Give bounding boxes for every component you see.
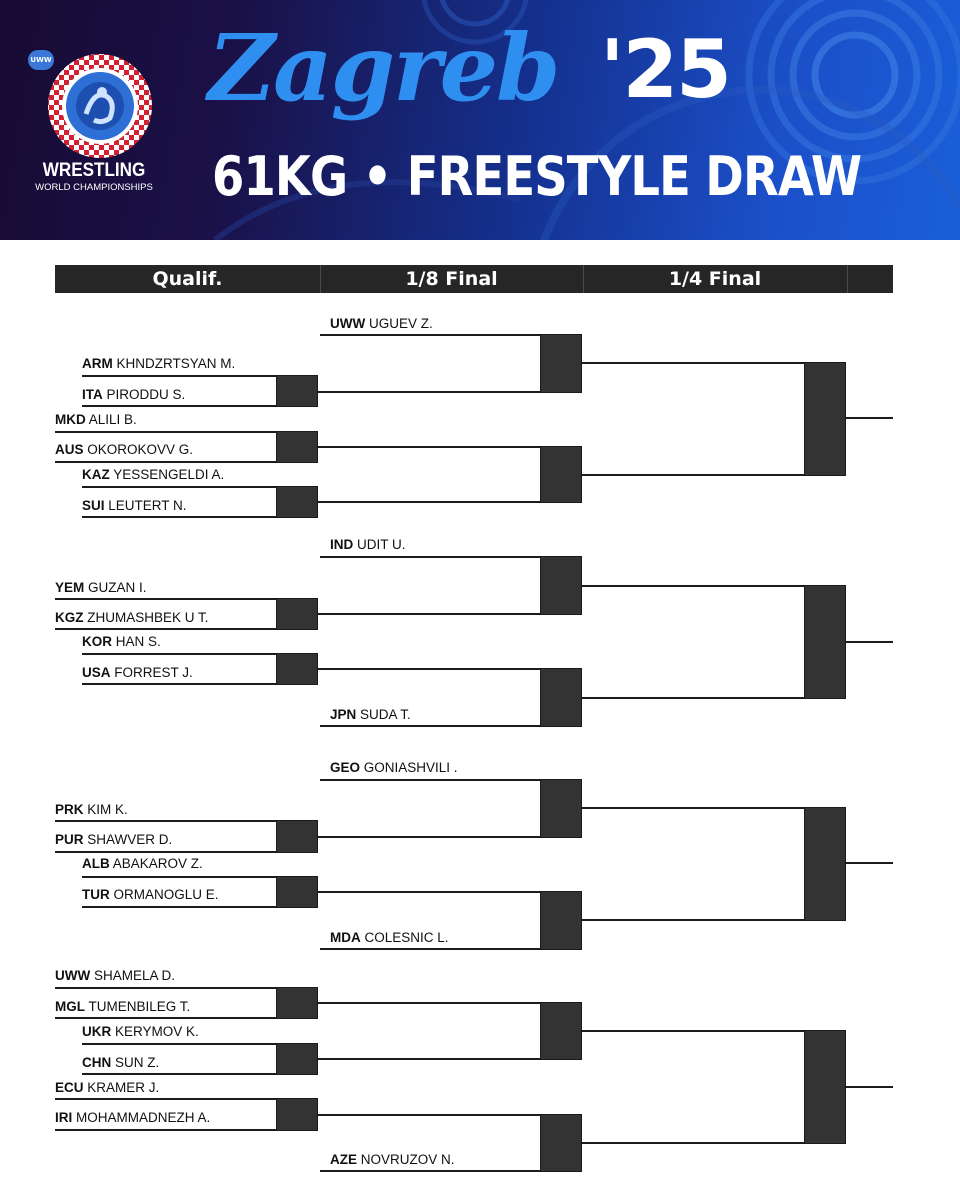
match-box <box>540 446 582 503</box>
entry-ormanoglu: TUR ORMANOGLU E. <box>82 887 219 902</box>
column-divider <box>847 265 848 293</box>
entry-goniashvili: GEO GONIASHVILI . <box>330 760 458 775</box>
bracket-line <box>846 417 893 419</box>
entry-udit: IND UDIT U. <box>330 537 406 552</box>
match-box <box>276 486 318 518</box>
bracket-line <box>846 641 893 643</box>
entry-shawver: PUR SHAWVER D. <box>55 832 173 847</box>
match-box <box>276 431 318 463</box>
entry-sun: CHN SUN Z. <box>82 1055 160 1070</box>
entry-kerymov: UKR KERYMOV K. <box>82 1024 199 1039</box>
entry-khndzrtsyan: ARM KHNDZRTSYAN M. <box>82 356 236 371</box>
entry-colesnic: MDA COLESNIC L. <box>330 930 449 945</box>
match-box <box>804 807 846 921</box>
entry-yessengeldi: KAZ YESSENGELDI A. <box>82 467 225 482</box>
entry-kim: PRK KIM K. <box>55 802 128 817</box>
match-box <box>540 1002 582 1060</box>
championship-logo-icon <box>44 50 156 162</box>
entry-tumenbileg: MGL TUMENBILEG T. <box>55 999 191 1014</box>
match-box <box>540 334 582 393</box>
entry-abakarov: ALB ABAKAROV Z. <box>82 856 203 871</box>
bracket-line <box>846 862 893 864</box>
match-box <box>540 668 582 727</box>
entry-shamela: UWW SHAMELA D. <box>55 968 176 983</box>
match-box <box>804 362 846 476</box>
entry-han: KOR HAN S. <box>82 634 161 649</box>
entry-kramer: ECU KRAMER J. <box>55 1080 160 1095</box>
entry-mohammadnezh: IRI MOHAMMADNEZH A. <box>55 1110 211 1125</box>
match-box <box>804 1030 846 1144</box>
match-box <box>276 987 318 1019</box>
match-box <box>276 598 318 630</box>
match-box <box>540 1114 582 1172</box>
match-box <box>276 876 318 908</box>
entry-leutert: SUI LEUTERT N. <box>82 498 187 513</box>
entry-forrest: USA FORREST J. <box>82 665 193 680</box>
match-box <box>276 1098 318 1131</box>
column-header-bar <box>55 265 893 293</box>
match-box <box>540 556 582 615</box>
event-year: '25 <box>600 23 730 116</box>
match-box <box>540 779 582 838</box>
match-box <box>804 585 846 699</box>
logo-subtitle: WORLD CHAMPIONSHIPS <box>35 182 153 193</box>
event-city: Zagreb <box>208 14 559 122</box>
bracket-line <box>846 1086 893 1088</box>
match-box <box>276 820 318 853</box>
entry-alili: MKD ALILI B. <box>55 412 137 427</box>
entry-okorokovv: AUS OKOROKOVV G. <box>55 442 194 457</box>
page-title: 61KG • FREESTYLE DRAW <box>212 145 862 208</box>
entry-suda: JPN SUDA T. <box>330 707 411 722</box>
entry-novruzov: AZE NOVRUZOV N. <box>330 1152 455 1167</box>
event-banner <box>0 0 960 240</box>
column-header-qualif: Qualif. <box>152 268 223 290</box>
entry-piroddu: ITA PIRODDU S. <box>82 387 186 402</box>
match-box <box>540 891 582 950</box>
column-header-quarter-final: 1/4 Final <box>668 268 762 290</box>
entry-uguev: UWW UGUEV Z. <box>330 316 433 331</box>
entry-zhumashbek: KGZ ZHUMASHBEK U T. <box>55 610 209 625</box>
match-box <box>276 1043 318 1075</box>
entry-guzan: YEM GUZAN I. <box>55 580 147 595</box>
column-header-eighth-final: 1/8 Final <box>405 268 498 290</box>
match-box <box>276 375 318 407</box>
logo-title: WRESTLING <box>42 160 146 181</box>
uww-badge: UWW <box>28 50 54 70</box>
match-box <box>276 653 318 685</box>
